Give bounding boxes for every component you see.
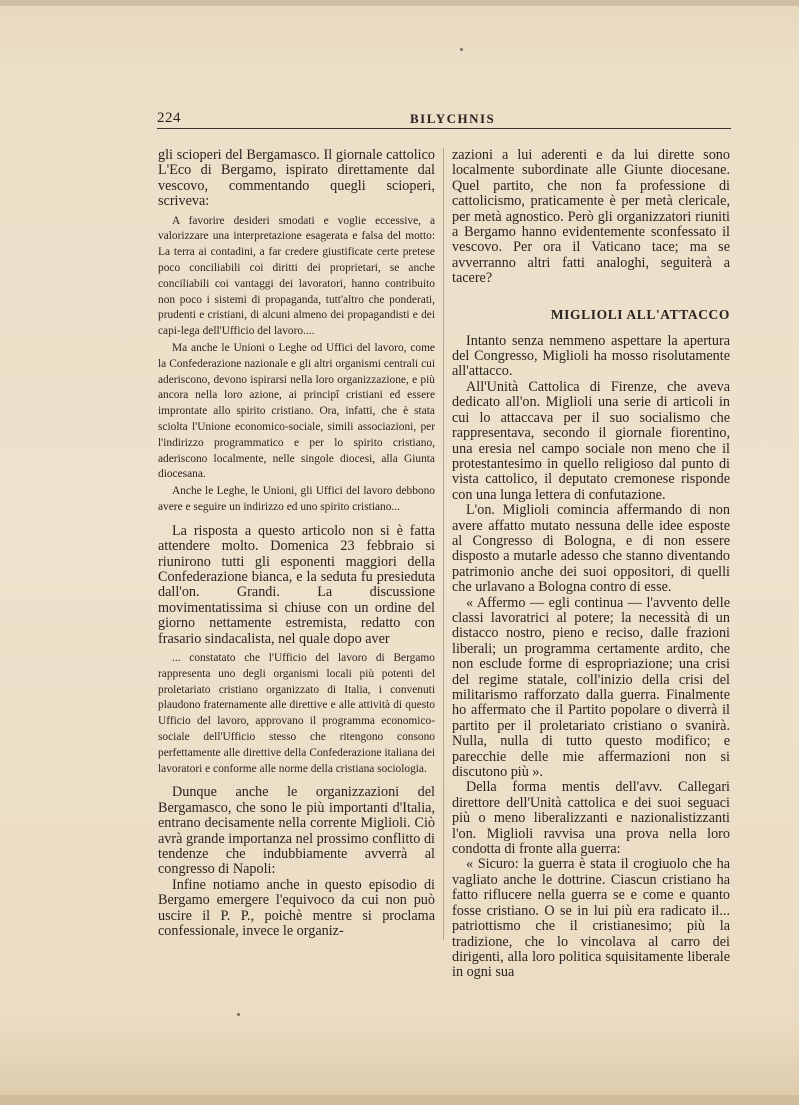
column-divider <box>443 148 444 940</box>
page-bottom-edge <box>0 1095 799 1105</box>
paragraph: « Sicuro: la guerra è stata il crogiuolo che ha vagliato anche le dottrine. Ciascun cristiano ha fatto riflucere nella guerra se e come e quanto fosse cristiano. O se in lui più era radicato il... patriottismo che il cristianesimo; più la tradizione, che lo vincolava al carro dei dirigenti, alla loro politica squisitamente liberale in ogni sua <box>452 856 730 981</box>
right-column <box>452 148 730 981</box>
paper-speck <box>460 48 463 51</box>
running-title: BILYCHNIS <box>410 111 496 126</box>
paragraph: Dunque anche le organizzazioni del Bergamasco, che sono le più importanti d'Italia, entrano decisamente nella corrente Miglioli. Ciò avrà grande importanza nel prossimo conflitto di tendenze che indubbiamente avverrà al congresso di Napoli: <box>158 784 435 878</box>
page-header <box>157 110 731 128</box>
paragraph: All'Unità Cattolica di Firenze, che aveva dedicato all'on. Miglioli una serie di articoli in cui lo attaccava per il suo socialismo che rappresentava, secondo il giornale fiorentino, una eresia nel campo sociale non meno che il protestantesimo in quello religioso dal punto di vista cattolico, il deputato cremonese risponde con una lunga lettera di confutazione. <box>452 378 730 503</box>
paragraph: Della forma mentis dell'avv. Callegari direttore dell'Unità cattolica e dei suoi seguaci più o meno liberalizzanti e nazionalistizzanti l'on. Miglioli ravvisa una prova nella loro condotta di fronte alla guerra: <box>452 779 730 858</box>
block-quote: ... constatato che l'Ufficio del lavoro di Bergamo rappresenta uno degli organismi locali più potenti del proletariato cristiano organizzato di Italia, i convenuti plaudono fraternamente alle direttive e alle attività di questo Ufficio del lavoro, approvano il programma economico-sociale dell'Ufficio stesso che ritengono consono perfettamente alle direttive della Confederazione italiana dei lavoratori e conforme alle norme della cristiana sociologia. <box>158 652 435 775</box>
header-rule <box>157 128 731 129</box>
paragraph: La risposta a questo articolo non si è fatta attendere molto. Domenica 23 febbraio si riunirono tutti gli esponenti maggiori della Confederazione bianca, e la seduta fu presieduta dall'on. Grandi. La discussione movimentatissima si chiuse con un ordine del giorno nettamente estremista, redatto con frasario sindacalista, nel quale dopo aver <box>158 522 435 647</box>
paragraph: L'on. Miglioli comincia affermando di non avere affatto mutato nessuna delle idee esposte al Congresso di Bologna, e di non essere disposto a mutarle adesso che stanno diventando patrimonio anche dei suoi oppositori, di quelli che urlavano a Bologna contro di esse. <box>452 502 730 596</box>
block-quote: A favorire desideri smodati e voglie eccessive, a valorizzare una interpretazione esagerata e falsa del motto: La terra ai contadini, a far credere giustificate certe pretese poco conciliabili coi diritti dei proprietari, se anche conciliabili coi vantaggi dei lavoratori, hanno contribuito non poco i sistemi di propaganda, tutt'altro che ponderati, prudenti e cristiani, di alcuni almeno dei propagandisti e dei capi-lega dell'Ufficio del lavoro.... <box>158 214 435 338</box>
section-heading: MIGLIOLI ALL'ATTACCO <box>550 306 730 322</box>
page-number: 224 <box>157 110 181 126</box>
block-quote: Ma anche le Unioni o Leghe od Uffici del lavoro, come la Confederazione nazionale e gli altri organismi centrali cui aderiscono, devono ispirarsi nella loro organizzazione, e più ancora nella loro azione, ai principî cristiani ed essere improntate allo spirito cristiano. Ora, infatti, che è stata sciolta l'Unione economico-sociale, simili associazioni, per l'indirizzo programmatico e per lo spirito cristiano, aderiscono localmente, nelle singole diocesi, alla Giunta diocesana. <box>158 342 435 481</box>
page-top-edge <box>0 0 799 6</box>
paragraph: Infine notiamo anche in questo episodio di Bergamo emergere l'equivoco da cui non può uscire il P. P., poichè mentre si proclama confessionale, invece le organiz- <box>158 876 435 940</box>
paper-speck <box>237 1013 240 1016</box>
left-column <box>158 148 435 939</box>
paragraph: « Affermo — egli continua — l'avvento delle classi lavoratrici al potere; la necessità di un distacco nostro, pieno e reciso, dalle frazioni liberali; un programma certamente ardito, che non esclude forme di espropriazione; una crisi del regime statale, coll'inizio della crisi del militarismo rafforzato dalla guerra. Finalmente ho affermato che il Partito popolare o diverrà il partito per il proletariato cristiano o svanirà. Nulla, nulla di tutto questo modifico; e parecchie delle mie affermazioni non si discutono più ». <box>452 594 730 781</box>
block-quote: Anche le Leghe, le Unioni, gli Uffici del lavoro debbono avere e seguire un indirizzo ed uno spirito cristiano... <box>158 485 435 513</box>
paragraph: gli scioperi del Bergamasco. Il giornale cattolico L'Eco di Bergamo, ispirato direttamente dal vescovo, commentando quegli scioperi, scriveva: <box>158 147 435 210</box>
paragraph: Intanto senza nemmeno aspettare la apertura del Congresso, Miglioli ha mosso risolutamente all'attacco. <box>452 332 730 380</box>
paragraph: zazioni a lui aderenti e da lui dirette sono localmente subordinate alle Giunte diocesane. Quel partito, che non fa professione di cattolicismo, praticamente è per metà clericale, per metà agnostico. Però gli organizzatori riuniti a Bergamo hanno evidentemente sconfessato il vescovo. Per ora il Vaticano tace; ma se avverranno altri fatti analoghi, seguiterà a tacere? <box>452 147 730 287</box>
